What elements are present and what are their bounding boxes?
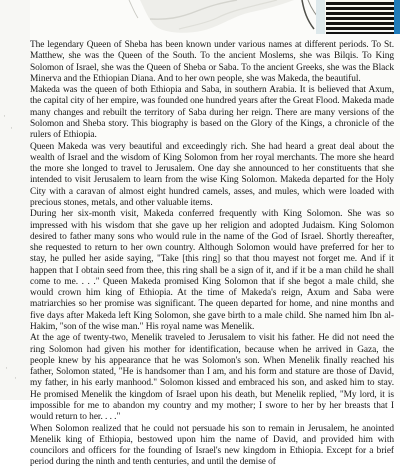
left-margin — [0, 0, 30, 400]
paragraph-2: Makeda was the queen of both Ethiopia and Saba, in southern Arabia. It is believed that Axum, the capital city of her empire, was founded one hundred years after the Great Flood. Makeda made many changes and rebuilt the territory of Saba during her reign. There are many versions of the Solomon and Sheba story. This biography is based on the Glory of the Kings, a chronicle of the rulers of Ethiopia. — [30, 85, 394, 141]
paragraph-1: The legendary Queen of Sheba has been known under various names at different periods. To St. Matthew, she was the Queen of the South. To the ancient Moslems, she was Bilqis. To King Solomon of Israel, she was the Queen of Sheba or Saba. To the ancient Greeks, she was the Black Minerva and the Ethiopian Diana. And to her own people, she was Makeda, the beautiful. — [30, 40, 394, 84]
decorative-stripe-banner — [316, 0, 400, 34]
article-body — [30, 40, 394, 468]
margin-dot-icon: · — [3, 111, 6, 121]
paragraph-4: During her six-month visit, Makeda conferred frequently with King Solomon. She was so impressed with his wisdom that she gave up her religion and adopted Judaism. King Solomon desired to father many sons who would rule in the name of the God of Israel. Shortly thereafter, she requested to return to her own country. Although Solomon would have preferred for her to stay, he pulled her aside saying, "Take [this ring] so that thou mayest not forget me. And if it happen that I obtain seed from thee, this ring shall be a sign of it, and if it be a man child he shall come to me. . . ." Queen Makeda promised King Solomon that if she begot a male child, she would crown him king of Ethiopia. At the time of Makeda's reign, Axum and Saba were matriarchies so her promise was significant. The queen departed for home, and nine months and five days after Makeda left King Solomon, she gave birth to a male child. She named him Ibn al-Hakim, "son of the wise man." His royal name was Menelik. — [30, 209, 394, 333]
paragraph-3: Queen Makeda was very beautiful and exceedingly rich. She had heard a great deal about the wealth of Israel and the wisdom of King Solomon from her royal merchants. The more she heard the more she longed to travel to Jerusalem. One day she announced to her constituents that she intended to visit Jerusalem to learn from the wise King Solomon. Makeda departed for the Holy City with a caravan of almost eight hundred camels, asses, and mules, which were loaded with precious stones, metals, and other valuable items. — [30, 141, 394, 208]
paragraph-5: At the age of twenty-two, Menelik traveled to Jerusalem to visit his father. He did not need the ring Solomon had given his mother for identification, because when he arrived in Gaza, the people knew by his appearance that he was Solomon's son. When Menelik finally reached his father, Solomon stated, "He is handsomer than I am, and his form and stature are those of David, my father, in his early manhood." Solomon kissed and embraced his son, and asked him to stay. He promised Menelik the kingdom of Israel upon his death, but Menelik replied, "My lord, it is impossible for me to abandon my country and my mother; I swore to her by her breasts that I would return to her. . . ." — [30, 333, 394, 423]
header-illustration — [58, 0, 358, 36]
margin-dot-icon: · — [10, 123, 13, 133]
paragraph-6: When Solomon realized that he could not persuade his son to remain in Jerusalem, he anointed Menelik king of Ethiopia, bestowed upon him the name of David, and provided him with councilors and officers for the founding of Israel's new kingdom in Ethiopia. Except for a brief period during the ninth and tenth centuries, and until the demise of — [30, 423, 394, 468]
margin-dot-icon: · — [5, 363, 8, 373]
margin-dot-icon: · — [14, 373, 17, 383]
